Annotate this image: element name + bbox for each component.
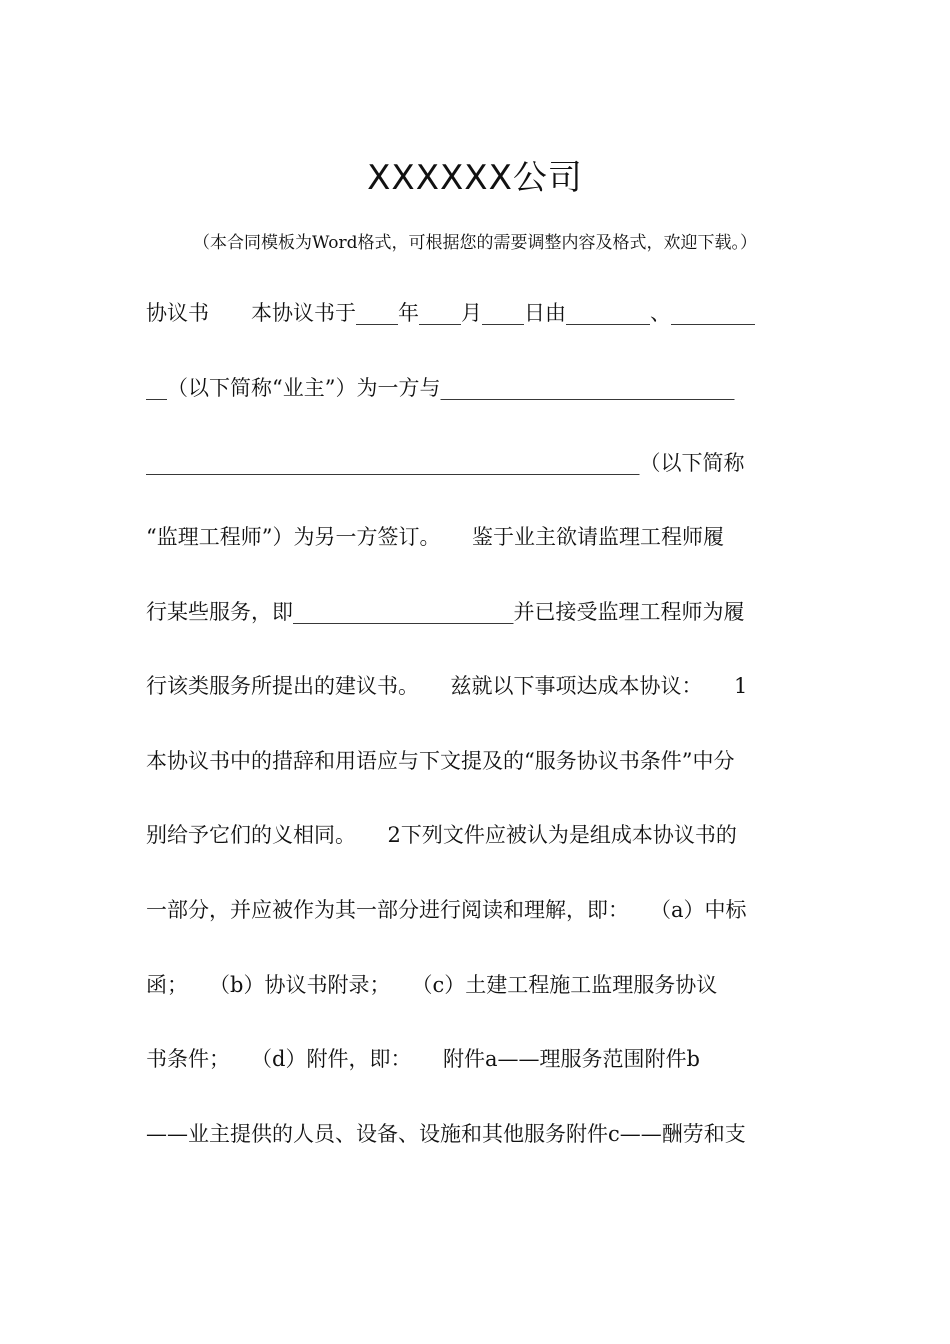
body-line: 函； （b）协议书附录； （c）土建工程施工监理服务协议 xyxy=(146,973,718,997)
body-line: 行某些服务，即_____________________并已接受监理工程师为履 xyxy=(146,600,745,624)
body-line: 别给予它们的义相同。 2下列文件应被认为是组成本协议书的 xyxy=(146,823,737,847)
body-line: 协议书 本协议书于____年____月____日由________、________ xyxy=(146,301,755,325)
body-line: __（以下简称“业主”）为一方与____________________________ xyxy=(146,376,735,400)
body-line: 一部分，并应被作为其一部分进行阅读和理解，即： （a）中标 xyxy=(146,898,747,922)
body-line: 行该类服务所提出的建议书。 兹就以下事项达成本协议： 1 xyxy=(146,674,748,698)
template-note: （本合同模板为Word格式，可根据您的需要调整内容及格式，欢迎下载。） xyxy=(192,233,758,253)
body-line: 本协议书中的措辞和用语应与下文提及的“服务协议书条件”中分 xyxy=(146,749,735,773)
body-line: 书条件； （d）附件，即： 附件a——理服务范围附件b xyxy=(146,1047,700,1071)
body-line: ——业主提供的人员、设备、设施和其他服务附件c——酬劳和支 xyxy=(146,1122,746,1146)
document-title: XXXXXX公司 xyxy=(367,158,583,198)
body-line: “监理工程师”）为另一方签订。 鉴于业主欲请监理工程师履 xyxy=(146,525,724,549)
body-line: _______________________________________________（以下简称 xyxy=(146,451,745,475)
